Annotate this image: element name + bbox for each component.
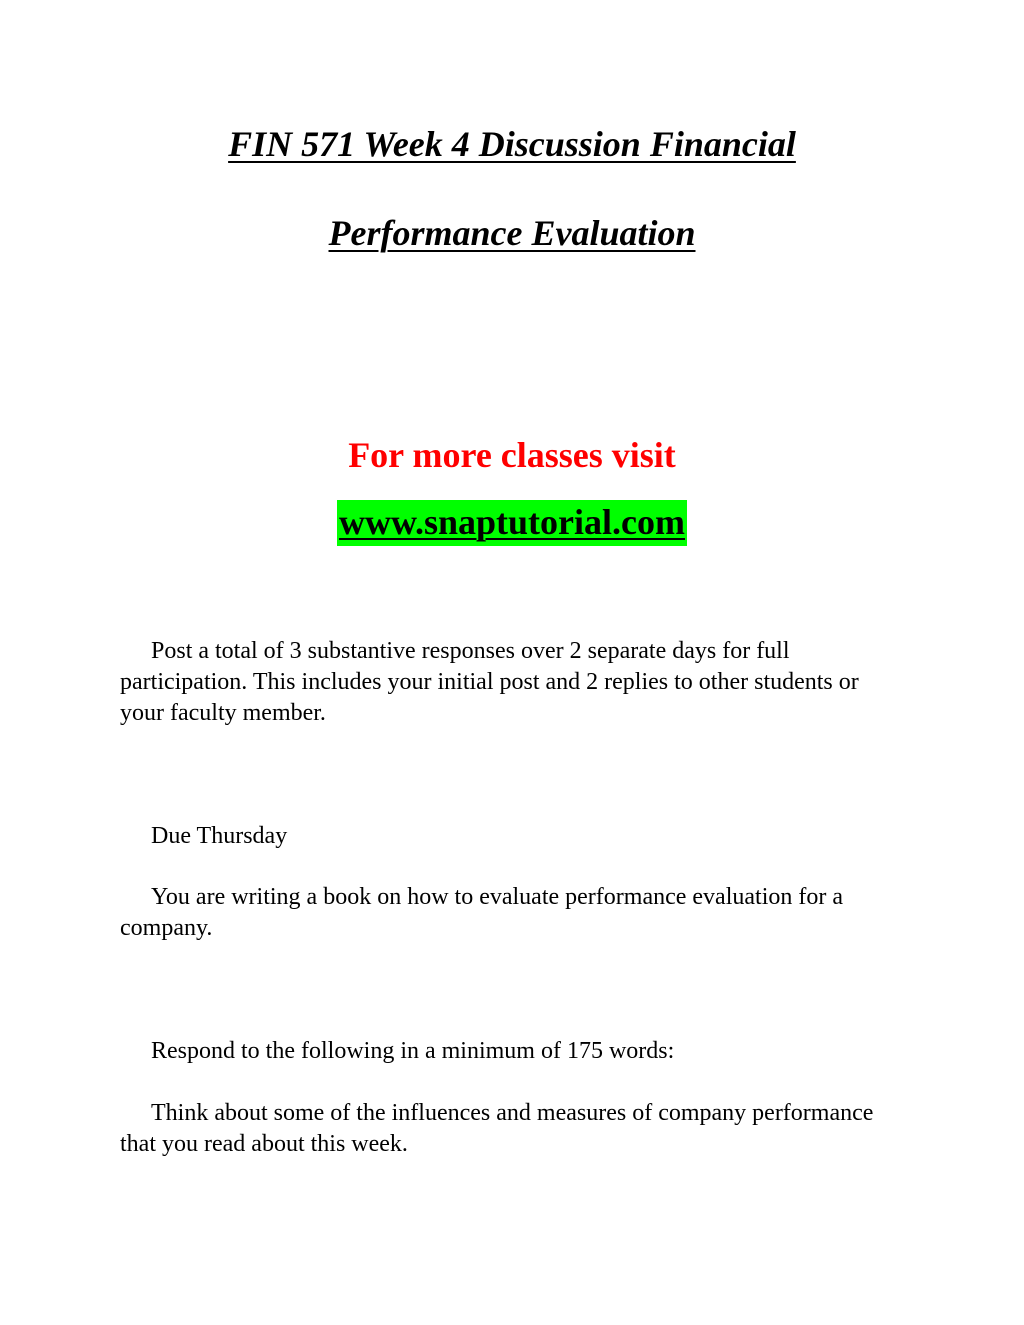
paragraph-scenario: You are writing a book on how to evaluate performance evaluation for a company. xyxy=(120,884,844,941)
paragraph-prompt: Think about some of the influences and measures of company performance that you read about this week. xyxy=(120,1100,874,1157)
promo-link[interactable]: www.snaptutorial.com xyxy=(337,500,687,546)
promo-text: For more classes visit xyxy=(348,435,676,475)
promo-link-row xyxy=(0,500,1024,546)
paragraph-due-date: Due Thursday xyxy=(151,823,288,849)
paragraph-participation: Post a total of 3 substantive responses over 2 separate days for full participation. This includes your initial post and 2 replies to other students or your faculty member. xyxy=(120,638,859,726)
document-title-line-1: FIN 571 Week 4 Discussion Financial xyxy=(228,124,796,164)
document-title-line-2: Performance Evaluation xyxy=(328,213,696,253)
paragraph-instructions: Respond to the following in a minimum of 175 words: xyxy=(151,1038,675,1064)
